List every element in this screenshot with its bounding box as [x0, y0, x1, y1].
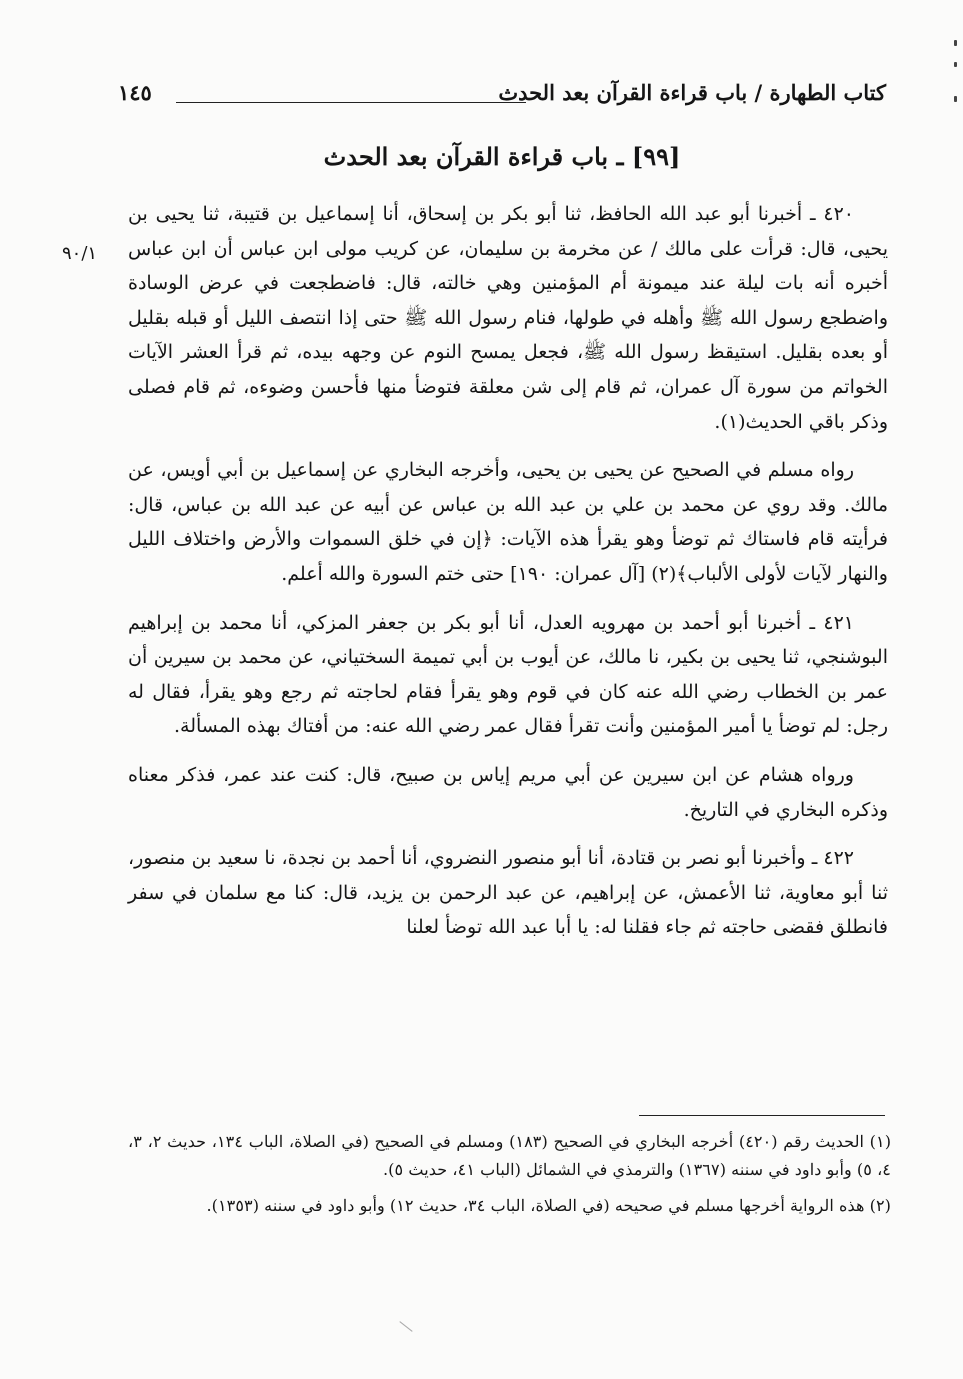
chapter-title: [٩٩] ـ باب قراءة القرآن بعد الحدث	[323, 142, 681, 171]
scan-edge-mark	[954, 62, 957, 67]
hadith-421: ٤٢١ ـ أخبرنا أبو أحمد بن مهرويه العدل، أنا أبو بكر بن جعفر المزكي، أنا محمد بن إبراهيم البوشنجي، ثنا يحيى بن بكير، نا مالك، عن أيوب بن أبي تميمة السختياني، عن محمد بن سيرين أن عمر بن الخطاب رضي الله عنه كان في قوم وهو يقرأ فقام لحاجته ثم رجع وهو يقرأ، فقال له رجل: لم توضأ يا أمير المؤمنين وأنت تقرأ فقال عمر رضي الله عنه: من أفتاك بهذه المسألة.	[128, 611, 888, 738]
hadith-422: ٤٢٢ ـ وأخبرنا أبو نصر بن قتادة، أنا أبو منصور النضروي، أنا أحمد بن نجدة، نا سعيد بن منصور، ثنا أبو معاوية، ثنا الأعمش، عن إبراهيم، عن عبد الرحمن بن يزيد، قال: كنا مع سلمان في سفر فانطلق فقضى حاجته ثم جاء فقلنا له: يا أبا عبد الله توضأ لعلنا	[128, 847, 888, 939]
footnote-separator	[639, 1115, 885, 1116]
scan-artifact	[399, 1321, 412, 1332]
page-number: ١٤٥	[118, 80, 152, 105]
commentary-421: ورواه هشام عن ابن سيرين عن أبي مريم إياس بن صبيح، قال: كنت عند عمر، فذكر معناه وذكره البخاري في التاريخ.	[128, 763, 888, 821]
footnote-1: (١) الحديث رقم (٤٢٠) أخرجه البخاري في الصحيح (١٨٣) ومسلم في الصحيح (في الصلاة، الباب ١٣٤، حديث ٢، ٣، ٤، ٥) وأبو داود في سننه (١٣٦٧) والترمذي في الشمائل (الباب ٤١، حديث ٥).	[128, 1132, 892, 1179]
main-text	[128, 197, 888, 959]
running-header-title: كتاب الطهارة / باب قراءة القرآن بعد الحدث	[498, 80, 886, 105]
margin-volume-page-note: ٩٠/١	[62, 243, 98, 264]
scan-edge-mark	[954, 96, 957, 102]
running-header	[118, 78, 886, 118]
footnote-2: (٢) هذه الرواية أخرجها مسلم في صحيحه (في الصلاة، الباب ٣٤، حديث ١٢) وأبو داود في سننه (١٣٥٣).	[206, 1196, 891, 1215]
hadith-420: ٤٢٠ ـ أخبرنا أبو عبد الله الحافظ، ثنا أبو بكر بن إسحاق، أنا إسماعيل بن قتيبة، ثنا يحيى بن يحيى، قال: قرأت على مالك / عن مخرمة بن سليمان، عن كريب مولى ابن عباس أن ابن عباس أخبره أنه بات ليلة عند ميمونة أم المؤمنين وهي خالته، قال: فاضطجعت في عرض الوسادة واضطجع رسول الله ﷺ وأهله في طولها، فنام رسول الله ﷺ حتى إذا انتصف الليل أو قبله بقليل أو بعده بقليل. استيقظ رسول الله ﷺ، فجعل يمسح النوم عن وجهه بيده، ثم قرأ العشر الآيات الخواتم من سورة آل عمران، ثم قام إلى شن معلقة فتوضأ منها فأحسن وضوءه، ثم قام فصلى وذكر باقي الحديث(١).	[128, 203, 888, 433]
scan-edge-mark	[954, 40, 957, 46]
footnotes	[128, 1128, 891, 1228]
header-rule	[176, 102, 526, 103]
commentary-420: رواه مسلم في الصحيح عن يحيى بن يحيى، وأخرجه البخاري عن إسماعيل بن أبي أويس، عن مالك. وقد روي عن محمد بن علي بن عبد الله بن عباس عن أبيه عن عبد الله بن عباس، قال: فرأيته قام فاستاك ثم توضأ وهو يقرأ هذه الآيات: ﴿إن في خلق السموات والأرض واختلاف الليل والنهار لآيات لأولى الألباب﴾(٢) [آل عمران: ١٩٠] حتى ختم السورة والله أعلم.	[128, 459, 888, 585]
